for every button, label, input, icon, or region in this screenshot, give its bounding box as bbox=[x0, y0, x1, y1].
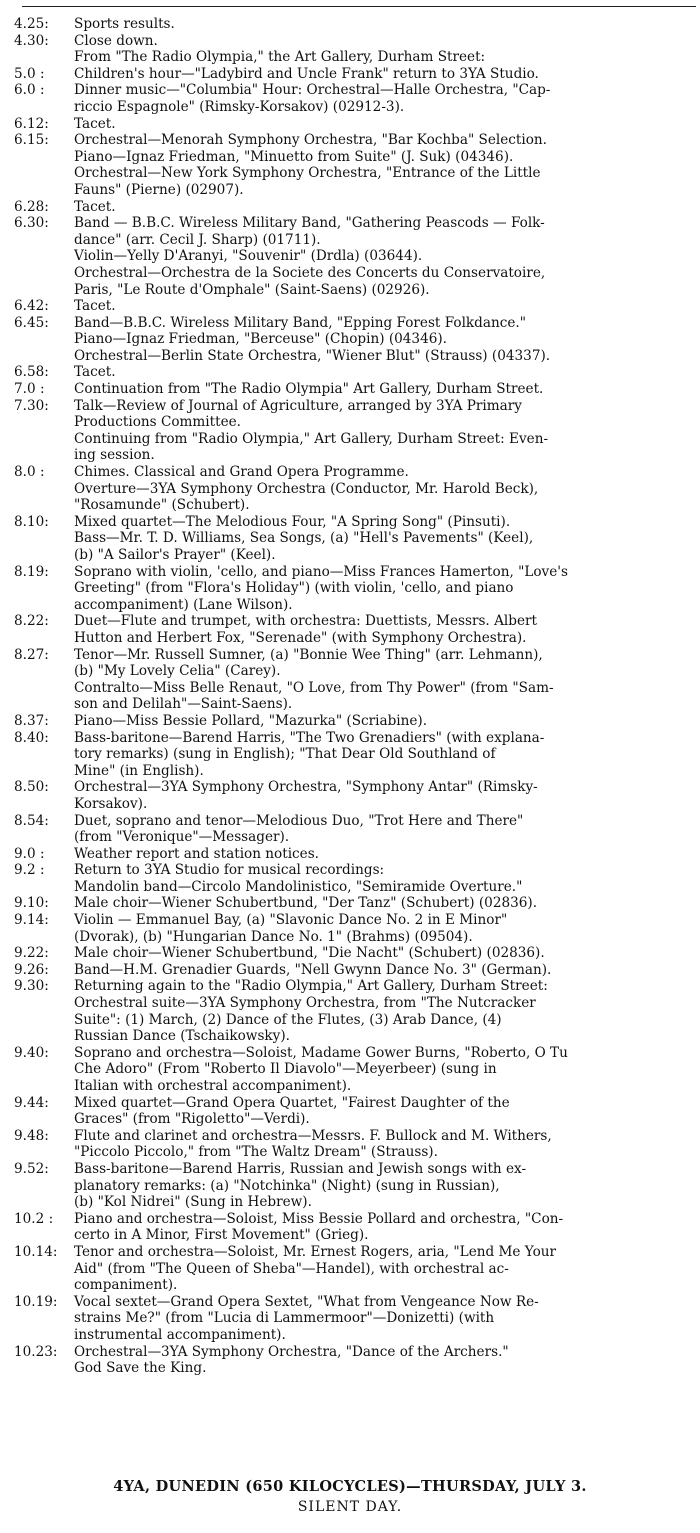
entry-line: Soprano with violin, 'cello, and piano—Miss Frances Hamerton, "Love's bbox=[74, 563, 568, 580]
entry-time: 8.0 : bbox=[14, 464, 45, 481]
entry-line: Greeting" (from "Flora's Holiday") (with violin, 'cello, and piano bbox=[74, 580, 514, 597]
entry-line: certo in A Minor, First Movement" (Grieg). bbox=[74, 1227, 369, 1244]
program-entry bbox=[0, 82, 700, 115]
program-entry bbox=[0, 713, 700, 730]
entry-line: Soprano and orchestra—Soloist, Madame Gower Burns, "Roberto, O Tu bbox=[74, 1044, 568, 1061]
entry-line: companiment). bbox=[74, 1277, 178, 1294]
entry-line: Orchestral—3YA Symphony Orchestra, "Dance of the Archers." bbox=[74, 1343, 509, 1360]
entry-time: 6.58: bbox=[14, 364, 49, 381]
entry-line: Fauns" (Pierne) (02907). bbox=[74, 181, 244, 198]
entry-line: Piano and orchestra—Soloist, Miss Bessie Pollard and orchestra, "Con- bbox=[74, 1210, 564, 1227]
entry-line: Band—H.M. Grenadier Guards, "Nell Gwynn Dance No. 3" (German). bbox=[74, 961, 552, 978]
entry-time: 8.50: bbox=[14, 779, 49, 796]
entry-line: Suite": (1) March, (2) Dance of the Flutes, (3) Arab Dance, (4) bbox=[74, 1011, 502, 1028]
entry-time: 6.42: bbox=[14, 298, 49, 315]
program-entry bbox=[0, 1161, 700, 1211]
entry-line: son and Delilah"—Saint-Saens). bbox=[74, 696, 293, 713]
entry-time: 7.0 : bbox=[14, 381, 45, 398]
entry-line: accompaniment) (Lane Wilson). bbox=[74, 596, 293, 613]
entry-line: Bass—Mr. T. D. Williams, Sea Songs, (a) "Hell's Pavements" (Keel), bbox=[74, 530, 534, 547]
program-entry bbox=[0, 514, 700, 564]
entry-time: 10.2 : bbox=[14, 1210, 54, 1227]
entry-line: Che Adoro" (From "Roberto Il Diavolo"—Meyerbeer) (sung in bbox=[74, 1061, 497, 1078]
program-entry bbox=[0, 846, 700, 863]
program-entry bbox=[0, 398, 700, 464]
entry-line: Korsakov). bbox=[74, 795, 148, 812]
entry-line: Orchestral—New York Symphony Orchestra, "Entrance of the Little bbox=[74, 165, 541, 182]
entry-line: Paris, "Le Route d'Omphale" (Saint-Saens) (02926). bbox=[74, 281, 430, 298]
entry-time: 4.30: bbox=[14, 32, 49, 49]
entry-line: Returning again to the "Radio Olympia," Art Gallery, Durham Street: bbox=[74, 978, 548, 995]
entry-line: strains Me?" (from "Lucia di Lammermoor"—Donizetti) (with bbox=[74, 1310, 495, 1327]
entry-line: Aid" (from "The Queen of Sheba"—Handel), with orchestral ac- bbox=[74, 1260, 509, 1277]
entry-line: Close down. bbox=[74, 32, 158, 49]
entry-time: 9.22: bbox=[14, 945, 49, 962]
program-entry bbox=[0, 1095, 700, 1128]
entry-line: (Dvorak), (b) "Hungarian Dance No. 1" (Brahms) (09504). bbox=[74, 928, 473, 945]
entry-line: (from "Veronique"—Messager). bbox=[74, 829, 290, 846]
entry-line: Talk—Review of Journal of Agriculture, arranged by 3YA Primary bbox=[74, 397, 522, 414]
program-entry bbox=[0, 945, 700, 962]
program-entry bbox=[0, 464, 700, 514]
program-entry bbox=[0, 1244, 700, 1294]
entry-line: Orchestral—Menorah Symphony Orchestra, "Bar Kochba" Selection. bbox=[74, 132, 547, 149]
entry-line: Graces" (from "Rigoletto"—Verdi). bbox=[74, 1111, 310, 1128]
entry-line: Hutton and Herbert Fox, "Serenade" (with Symphony Orchestra). bbox=[74, 629, 527, 646]
program-entry bbox=[0, 895, 700, 912]
program-entry bbox=[0, 647, 700, 713]
entry-time: 6.30: bbox=[14, 215, 49, 232]
entry-time: 9.2 : bbox=[14, 862, 45, 879]
top-rule bbox=[22, 6, 696, 7]
entry-line: Mixed quartet—Grand Opera Quartet, "Fairest Daughter of the bbox=[74, 1094, 510, 1111]
entry-line: Duet, soprano and tenor—Melodious Duo, "Trot Here and There" bbox=[74, 812, 524, 829]
program-entry bbox=[0, 1045, 700, 1095]
program-entry bbox=[0, 1344, 700, 1377]
entry-time: 6.45: bbox=[14, 314, 49, 331]
entry-line: Orchestral suite—3YA Symphony Orchestra, from "The Nutcracker bbox=[74, 995, 536, 1012]
entry-time: 6.28: bbox=[14, 198, 49, 215]
entry-line: (b) "Kol Nidrei" (Sung in Hebrew). bbox=[74, 1194, 312, 1211]
entry-time: 4.25: bbox=[14, 16, 49, 32]
program-entry bbox=[0, 912, 700, 945]
entry-time: 9.14: bbox=[14, 912, 49, 929]
entry-line: Russian Dance (Tschaikowsky). bbox=[74, 1028, 290, 1045]
entry-line: (b) "A Sailor's Prayer" (Keel). bbox=[74, 547, 276, 563]
entry-time: 9.52: bbox=[14, 1160, 49, 1177]
entry-time: 8.37: bbox=[14, 712, 49, 729]
entry-line: riccio Espagnole" (Rimsky-Korsakov) (02912-3). bbox=[74, 98, 405, 115]
program-entry bbox=[0, 298, 700, 315]
entry-line: Mixed quartet—The Melodious Four, "A Spring Song" (Pinsuti). bbox=[74, 513, 511, 530]
program-entry bbox=[0, 1128, 700, 1161]
entry-line: Sports results. bbox=[74, 16, 175, 32]
entry-line: instrumental accompaniment). bbox=[74, 1326, 286, 1343]
entry-time: 8.19: bbox=[14, 563, 49, 580]
entry-line: Orchestral—3YA Symphony Orchestra, "Symphony Antar" (Rimsky- bbox=[74, 779, 538, 796]
entry-line: Band—B.B.C. Wireless Military Band, "Epping Forest Folkdance." bbox=[74, 314, 526, 331]
entry-line: God Save the King. bbox=[74, 1360, 207, 1377]
entry-line: Bass-baritone—Barend Harris, "The Two Grenadiers" (with explana- bbox=[74, 729, 545, 746]
program-entry bbox=[0, 779, 700, 812]
program-entry bbox=[0, 1294, 700, 1344]
entry-line: Continuing from "Radio Olympia," Art Gallery, Durham Street: Even- bbox=[74, 430, 549, 447]
entry-time: 8.54: bbox=[14, 812, 49, 829]
entry-line: Italian with orchestral accompaniment). bbox=[74, 1078, 352, 1094]
entry-time: 5.0 : bbox=[14, 65, 45, 82]
entry-time: 6.15: bbox=[14, 132, 49, 149]
entry-time: 9.30: bbox=[14, 978, 49, 995]
entry-line: Flute and clarinet and orchestra—Messrs. F. Bullock and M. Withers, bbox=[74, 1127, 552, 1144]
program-entry bbox=[0, 962, 700, 979]
entry-line: Children's hour—"Ladybird and Uncle Frank" return to 3YA Studio. bbox=[74, 65, 539, 82]
entry-line: "Piccolo Piccolo," from "The Waltz Dream" (Strauss). bbox=[74, 1144, 438, 1161]
entry-line: "Rosamunde" (Schubert). bbox=[74, 497, 250, 514]
entry-line: (b) "My Lovely Celia" (Carey). bbox=[74, 663, 281, 680]
entry-line: Tacet. bbox=[74, 198, 116, 215]
entry-line: Dinner music—"Columbia" Hour: Orchestral—Halle Orchestra, "Cap- bbox=[74, 82, 551, 99]
entry-line: Continuation from "The Radio Olympia" Art Gallery, Durham Street. bbox=[74, 381, 544, 398]
entry-line: Bass-baritone—Barend Harris, Russian and Jewish songs with ex- bbox=[74, 1160, 527, 1177]
program-entry bbox=[0, 66, 700, 83]
entry-line: dance" (arr. Cecil J. Sharp) (01711). bbox=[74, 231, 321, 248]
entry-line: Male choir—Wiener Schubertbund, "Der Tanz" (Schubert) (02836). bbox=[74, 895, 538, 912]
entry-line: Mine" (in English). bbox=[74, 762, 204, 779]
entry-line: Chimes. Classical and Grand Opera Programme. bbox=[74, 464, 409, 481]
program-entry bbox=[0, 862, 700, 895]
entry-line: Orchestral—Berlin State Orchestra, "Wiener Blut" (Strauss) (04337). bbox=[74, 347, 551, 364]
entry-line: Tenor and orchestra—Soloist, Mr. Ernest Rogers, aria, "Lend Me Your bbox=[74, 1243, 557, 1260]
entry-time: 9.10: bbox=[14, 895, 49, 912]
program-entry bbox=[0, 215, 700, 298]
entry-line: Vocal sextet—Grand Opera Sextet, "What from Vengeance Now Re- bbox=[74, 1293, 539, 1310]
entry-time: 9.40: bbox=[14, 1044, 49, 1061]
entry-line: Violin — Emmanuel Bay, (a) "Slavonic Dance No. 2 in E Minor" bbox=[74, 912, 508, 929]
program-entry bbox=[0, 813, 700, 846]
entry-line: Male choir—Wiener Schubertbund, "Die Nacht" (Schubert) (02836). bbox=[74, 945, 545, 962]
program-entry bbox=[0, 16, 700, 33]
entry-line: ing session. bbox=[74, 447, 155, 464]
program-entry bbox=[0, 730, 700, 780]
program-entry bbox=[0, 978, 700, 1044]
entry-line: Tacet. bbox=[74, 298, 116, 315]
entry-time: 9.48: bbox=[14, 1127, 49, 1144]
entry-line: Band — B.B.C. Wireless Military Band, "Gathering Peascods — Folk- bbox=[74, 215, 545, 232]
entry-line: Mandolin band—Circolo Mandolinistico, "Semiramide Overture." bbox=[74, 878, 523, 895]
entry-line: From "The Radio Olympia," the Art Gallery, Durham Street: bbox=[74, 49, 486, 66]
entry-line: Weather report and station notices. bbox=[74, 845, 320, 862]
entry-line: Tenor—Mr. Russell Sumner, (a) "Bonnie Wee Thing" (arr. Lehmann), bbox=[74, 646, 543, 663]
entry-line: Overture—3YA Symphony Orchestra (Conductor, Mr. Harold Beck), bbox=[74, 480, 539, 497]
program-entry bbox=[0, 199, 700, 216]
program-entry bbox=[0, 381, 700, 398]
entry-line: Violin—Yelly D'Aranyi, "Souvenir" (Drdla) (03644). bbox=[74, 248, 423, 265]
station-heading: 4YA, DUNEDIN (650 KILOCYCLES)—THURSDAY, JULY 3. bbox=[113, 1478, 587, 1495]
entry-time: 10.19: bbox=[14, 1293, 58, 1310]
entry-time: 8.27: bbox=[14, 646, 49, 663]
entry-line: Return to 3YA Studio for musical recordings: bbox=[74, 862, 385, 879]
program-entry bbox=[0, 1211, 700, 1244]
entry-time: 9.26: bbox=[14, 961, 49, 978]
entry-line: Tacet. bbox=[74, 115, 116, 132]
entry-line: Tacet. bbox=[74, 364, 116, 381]
program-entry bbox=[0, 315, 700, 365]
entry-line: Piano—Ignaz Friedman, "Berceuse" (Chopin) (04346). bbox=[74, 331, 447, 348]
entry-time: 8.40: bbox=[14, 729, 49, 746]
program-entry bbox=[0, 116, 700, 133]
entry-line: Piano—Miss Bessie Pollard, "Mazurka" (Scriabine). bbox=[74, 712, 428, 729]
entry-line: tory remarks) (sung in English); "That Dear Old Southland of bbox=[74, 746, 496, 763]
program-listing bbox=[0, 16, 700, 1377]
entry-time: 6.12: bbox=[14, 115, 49, 132]
program-entry bbox=[0, 613, 700, 646]
entry-line: Productions Committee. bbox=[74, 414, 241, 431]
program-entry bbox=[0, 364, 700, 381]
entry-time: 10.14: bbox=[14, 1243, 58, 1260]
entry-time: 8.22: bbox=[14, 613, 49, 630]
entry-line: Orchestral—Orchestra de la Societe des Concerts du Conservatoire, bbox=[74, 264, 546, 281]
program-entry bbox=[0, 33, 700, 66]
program-entry bbox=[0, 132, 700, 198]
entry-time: 7.30: bbox=[14, 397, 49, 414]
entry-time: 10.23: bbox=[14, 1343, 58, 1360]
entry-time: 6.0 : bbox=[14, 82, 45, 99]
entry-line: Contralto—Miss Belle Renaut, "O Love, from Thy Power" (from "Sam- bbox=[74, 679, 554, 696]
entry-time: 8.10: bbox=[14, 513, 49, 530]
entry-time: 9.0 : bbox=[14, 845, 45, 862]
entry-time: 9.44: bbox=[14, 1094, 49, 1111]
entry-line: Piano—Ignaz Friedman, "Minuetto from Suite" (J. Suk) (04346). bbox=[74, 148, 514, 165]
program-entry bbox=[0, 564, 700, 614]
entry-line: Duet—Flute and trumpet, with orchestra: Duettists, Messrs. Albert bbox=[74, 613, 537, 630]
silent-day-note: SILENT DAY. bbox=[297, 1499, 403, 1515]
entry-line: planatory remarks: (a) "Notchinka" (Night) (sung in Russian), bbox=[74, 1177, 500, 1194]
